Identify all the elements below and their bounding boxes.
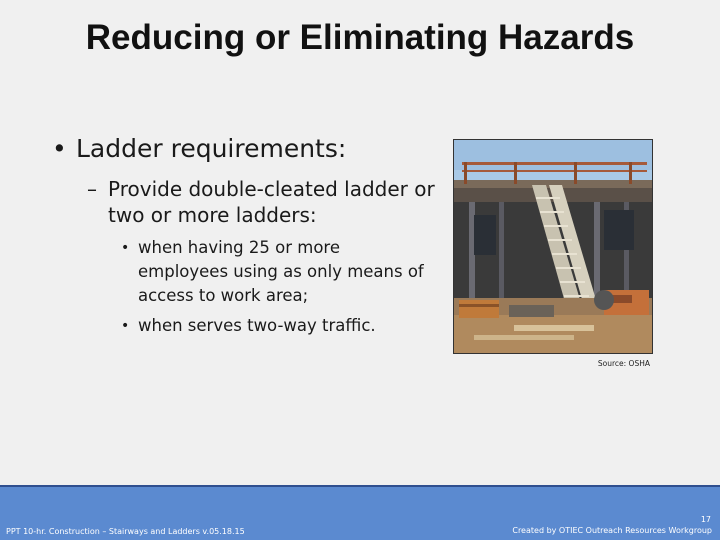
page-number: 17: [700, 515, 711, 524]
bullet-dot-icon: •: [121, 318, 130, 334]
footer-credit-text: Created by OTIEC Outreach Resources Workgroup: [512, 526, 712, 535]
bullet-dot-icon: •: [52, 134, 67, 163]
bullet-text-two-way: when serves two-way traffic.: [138, 316, 376, 335]
construction-ladder-photo: [453, 139, 653, 354]
bullet-dash-icon: –: [87, 177, 97, 201]
bullet-text-ladder-requirements: Ladder requirements:: [76, 134, 347, 163]
bullet-text-double-cleated: Provide double-cleated ladder or two or more ladders:: [108, 177, 435, 227]
bullet-dot-icon: •: [121, 240, 130, 256]
slide-title: Reducing or Eliminating Hazards: [85, 18, 635, 57]
photo-source-caption: Source: OSHA: [597, 359, 650, 368]
footer-course-text: PPT 10-hr. Construction – Stairways and Ladders v.05.18.15: [6, 527, 245, 536]
bullet-text-employees: when having 25 or more employees using as only means of access to work area;: [138, 238, 424, 305]
